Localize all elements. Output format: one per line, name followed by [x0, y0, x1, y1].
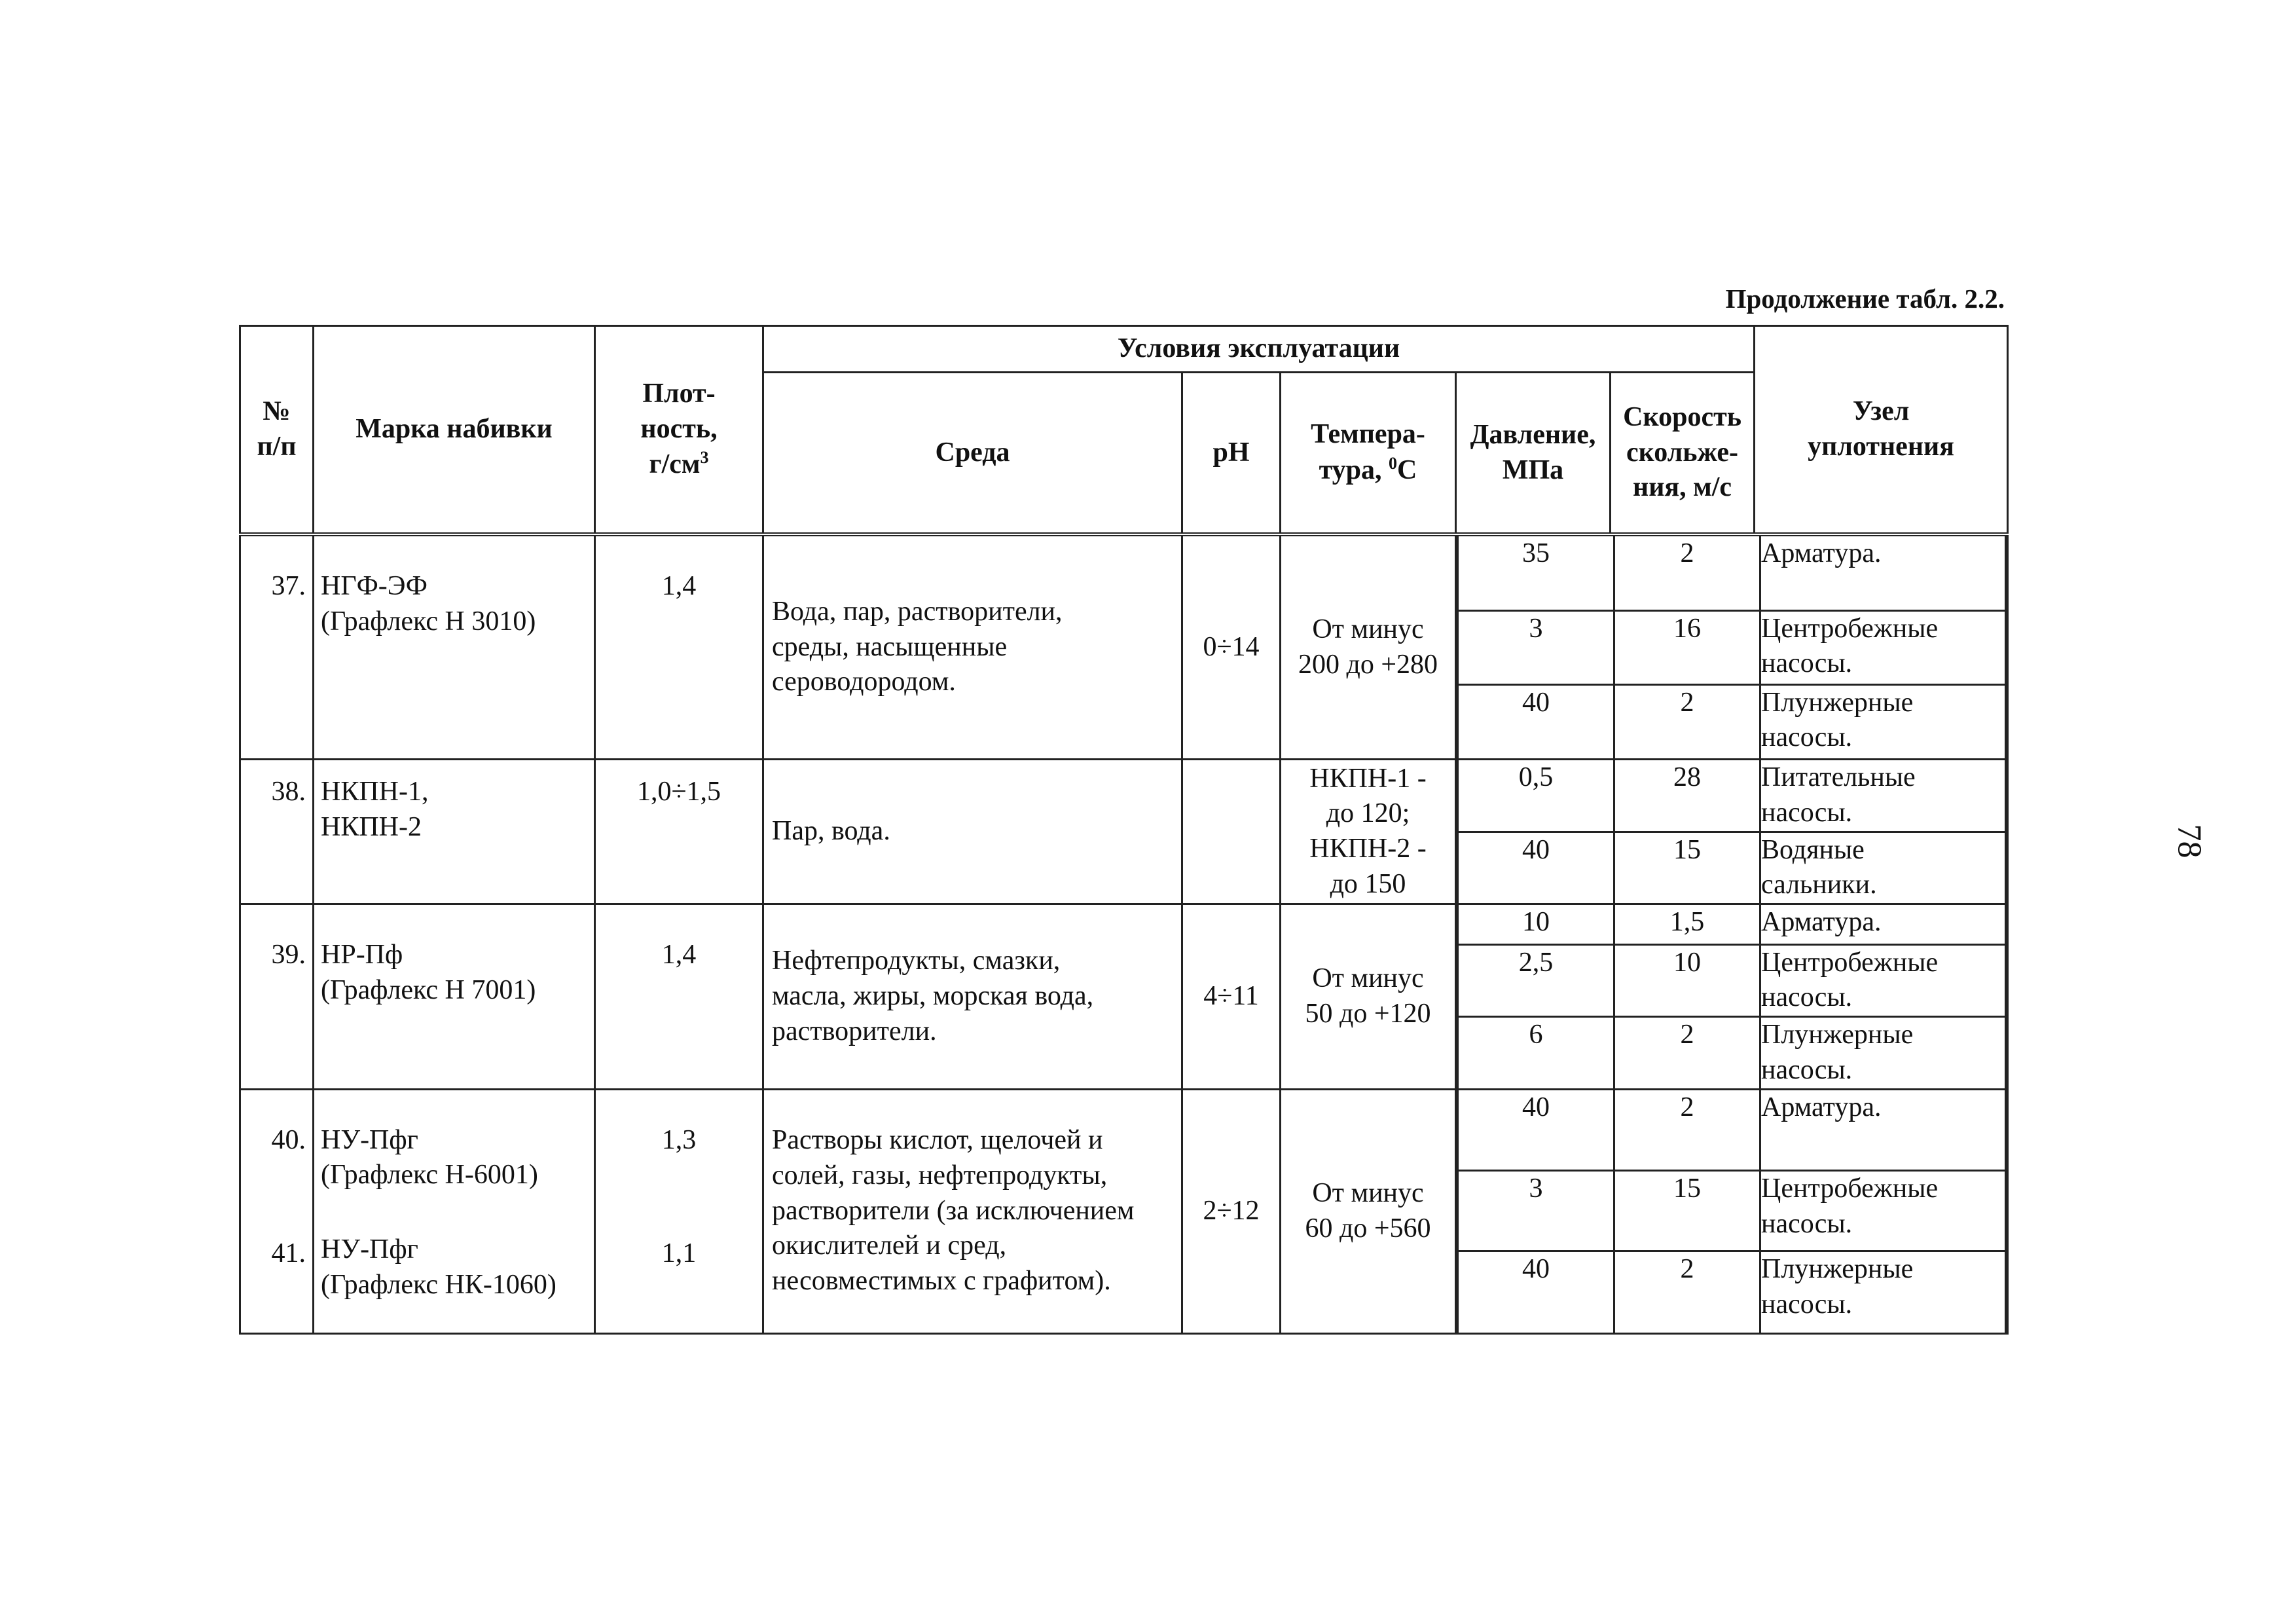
- speed-value: 2: [1614, 1017, 1760, 1088]
- seal-node: Плунжерные насосы.: [1760, 1251, 2006, 1333]
- sub-row: [1458, 536, 2006, 610]
- speed-value: 28: [1614, 760, 1760, 832]
- speed-value: 2: [1614, 1251, 1760, 1333]
- pressure-value: 40: [1458, 1251, 1614, 1333]
- medium-text: Нефтепродукты, смазки, масла, жиры, морская вода, растворители.: [763, 904, 1182, 1090]
- table-header: [240, 326, 2008, 535]
- seal-node: Арматура.: [1760, 536, 2006, 610]
- header-conditions: Условия эксплуатации: [763, 326, 1755, 373]
- packing-brand: НР-Пф (Графлекс Н 7001): [314, 904, 595, 1090]
- density-value: 1,3 1,1: [595, 1089, 763, 1333]
- pressure-value: 2,5: [1458, 944, 1614, 1017]
- seal-node: Арматура.: [1760, 905, 2006, 944]
- header-brand: Марка набивки: [314, 326, 595, 535]
- medium-text: Растворы кислот, щелочей и солей, газы, нефтепродукты, растворители (за исключением окислителей и сред, несовместимых с графитом).: [763, 1089, 1182, 1333]
- sub-row: [1458, 1090, 2006, 1171]
- pressure-value: 40: [1458, 1090, 1614, 1171]
- header-ph: pH: [1182, 373, 1281, 535]
- pressure-value: 3: [1458, 610, 1614, 684]
- sub-row: [1458, 1171, 2006, 1251]
- sub-row: [1458, 1017, 2006, 1088]
- operating-subrows: [1456, 904, 2008, 1090]
- table-row: [240, 904, 2008, 1090]
- sub-row: [1458, 610, 2006, 684]
- sub-row: [1458, 1251, 2006, 1333]
- seal-node: Водяные сальники.: [1760, 832, 2006, 903]
- row-number: 40. 41.: [240, 1089, 314, 1333]
- page-number: 78: [2170, 824, 2208, 858]
- packing-brand: НГФ-ЭФ (Графлекс Н 3010): [314, 534, 595, 760]
- header-density: Плот- ность, $г/см^3$: [595, 326, 763, 535]
- pressure-value: 40: [1458, 684, 1614, 758]
- table-caption: Продолжение табл. 2.2.: [1725, 284, 2005, 314]
- row-number: 38.: [240, 760, 314, 904]
- density-value: 1,0÷1,5: [595, 760, 763, 904]
- table-row: [240, 760, 2008, 904]
- header-temperature: Темпера- тура, $^0$С: [1281, 373, 1456, 535]
- header-node: Узел уплотнения: [1755, 326, 2008, 535]
- pressure-value: 10: [1458, 905, 1614, 944]
- ph-value: 0÷14: [1182, 534, 1281, 760]
- table-row: [240, 1089, 2008, 1333]
- temperature-value: От минус 50 до +120: [1281, 904, 1456, 1090]
- table-row: [240, 534, 2008, 760]
- packing-brand: НУ-Пфг (Графлекс Н-6001) НУ-Пфг (Графлекс НК-1060): [314, 1089, 595, 1333]
- header-pressure: Давление, МПа: [1456, 373, 1611, 535]
- speed-value: 10: [1614, 944, 1760, 1017]
- sub-row: [1458, 760, 2006, 832]
- temperature-value: От минус 60 до +560: [1281, 1089, 1456, 1333]
- pressure-value: 3: [1458, 1171, 1614, 1251]
- seal-node: Арматура.: [1760, 1090, 2006, 1171]
- speed-value: 16: [1614, 610, 1760, 684]
- speed-value: 2: [1614, 1090, 1760, 1171]
- header-speed: Скорость скольже- ния, м/с: [1611, 373, 1755, 535]
- medium-text: Вода, пар, растворители, среды, насыщенные сероводородом.: [763, 534, 1182, 760]
- header-num: № п/п: [240, 326, 314, 535]
- pressure-value: 6: [1458, 1017, 1614, 1088]
- row-number: 37.: [240, 534, 314, 760]
- pressure-value: 40: [1458, 832, 1614, 903]
- seal-node: Плунжерные насосы.: [1760, 684, 2006, 758]
- temperature-value: НКПН-1 - до 120; НКПН-2 - до 150: [1281, 760, 1456, 904]
- ph-value: 2÷12: [1182, 1089, 1281, 1333]
- packing-brand: НКПН-1, НКПН-2: [314, 760, 595, 904]
- density-value: 1,4: [595, 904, 763, 1090]
- operating-subrows: [1456, 1089, 2008, 1333]
- seal-node: Питательные насосы.: [1760, 760, 2006, 832]
- pressure-value: 0,5: [1458, 760, 1614, 832]
- header-medium: Среда: [763, 373, 1182, 535]
- sub-row: [1458, 944, 2006, 1017]
- speed-value: 2: [1614, 684, 1760, 758]
- medium-text: Пар, вода.: [763, 760, 1182, 904]
- sub-row: [1458, 684, 2006, 758]
- sub-row: [1458, 905, 2006, 944]
- packing-table: [239, 325, 2009, 1335]
- speed-value: 2: [1614, 536, 1760, 610]
- row-number: 39.: [240, 904, 314, 1090]
- temperature-value: От минус 200 до +280: [1281, 534, 1456, 760]
- speed-value: 15: [1614, 1171, 1760, 1251]
- speed-value: 15: [1614, 832, 1760, 903]
- seal-node: Центробежные насосы.: [1760, 944, 2006, 1017]
- seal-node: Центробежные насосы.: [1760, 1171, 2006, 1251]
- ph-value: 4÷11: [1182, 904, 1281, 1090]
- seal-node: Центробежные насосы.: [1760, 610, 2006, 684]
- sub-row: [1458, 832, 2006, 903]
- density-value: 1,4: [595, 534, 763, 760]
- pressure-value: 35: [1458, 536, 1614, 610]
- operating-subrows: [1456, 760, 2008, 904]
- seal-node: Плунжерные насосы.: [1760, 1017, 2006, 1088]
- ph-value: [1182, 760, 1281, 904]
- speed-value: 1,5: [1614, 905, 1760, 944]
- operating-subrows: [1456, 534, 2008, 760]
